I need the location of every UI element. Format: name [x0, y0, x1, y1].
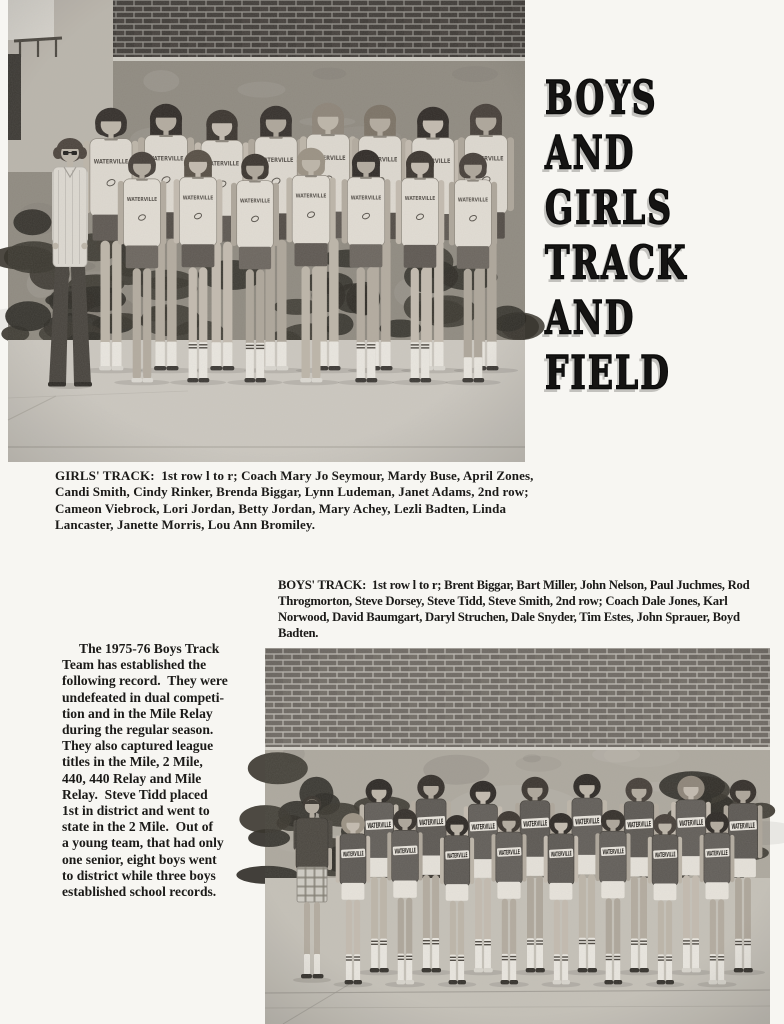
title-line: GIRLS	[545, 180, 674, 235]
page-title	[545, 70, 688, 400]
caption-line: Candi Smith, Cindy Rinker, Brenda Biggar, Lynn Ludeman, Janet Adams, 2nd row;	[55, 484, 529, 500]
boys-photo-caption	[278, 577, 749, 641]
caption-line: Norwood, David Baumgart, Daryl Struchen, Dale Snyder, Tim Estes, John Sprauer, Boyd	[278, 610, 740, 624]
title-line: FIELD	[545, 345, 671, 400]
caption-line: Badten.	[278, 626, 319, 640]
article-line: following record. They were	[62, 673, 228, 689]
article-line: titles in the Mile, 2 Mile,	[62, 754, 203, 770]
article-line: Team has established the	[62, 657, 207, 673]
title-line: AND	[545, 290, 636, 345]
article-line: to district while three boys	[62, 867, 216, 883]
article-line: 1st in district and went to	[62, 803, 210, 819]
article-line: during the regular season.	[62, 722, 214, 738]
article-line: a young team, that had only	[62, 835, 224, 851]
article-line: one senior, eight boys went	[62, 851, 217, 867]
article-line: They also captured league	[62, 738, 214, 754]
caption-line: BOYS' TRACK: 1st row l to r; Brent Biggar, Bart Miller, John Nelson, Paul Juchmes, Rod	[278, 578, 750, 592]
girls-photo-caption	[55, 468, 533, 533]
article-line: 440, 440 Relay and Mile	[62, 770, 202, 786]
caption-line: GIRLS' TRACK: 1st row l to r; Coach Mary Jo Seymour, Mardy Buse, April Zones,	[55, 468, 534, 483]
girls-team-photo	[8, 0, 525, 462]
article-line: established school records.	[62, 884, 217, 900]
caption-line: Lancaster, Janette Morris, Lou Ann Bromiley.	[55, 516, 316, 532]
title-line: BOYS	[545, 70, 658, 125]
caption-line: Cameon Viebrock, Lori Jordan, Betty Jordan, Mary Achey, Lezli Badten, Linda	[55, 500, 507, 516]
article-line: undefeated in dual competi-	[62, 689, 224, 705]
article-line: Relay. Steve Tidd placed	[62, 786, 208, 802]
article-line: The 1975-76 Boys Track	[79, 641, 220, 656]
boys-team-photo	[265, 648, 770, 1024]
caption-line: Throgmorton, Steve Dorsey, Steve Tidd, Steve Smith, 2nd row; Coach Dale Jones, Karl	[278, 594, 728, 608]
article-line: state in the 2 Mile. Out of	[62, 819, 214, 835]
article-line: tion and in the Mile Relay	[62, 705, 213, 721]
article-text	[62, 641, 228, 900]
title-line: AND	[545, 125, 636, 180]
title-line: TRACK	[545, 235, 688, 290]
